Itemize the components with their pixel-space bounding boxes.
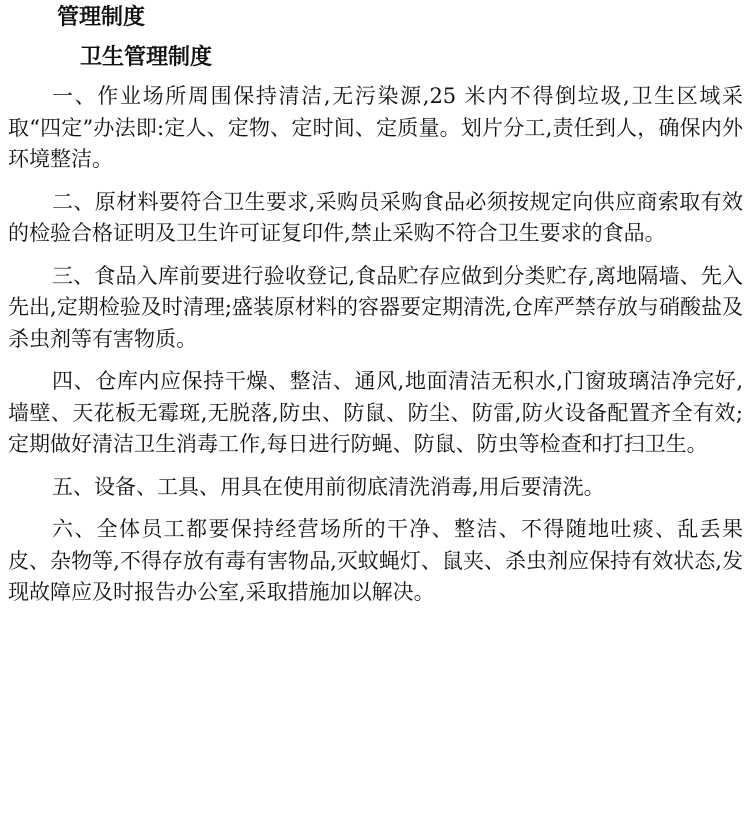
paragraph-2: 二、原材料要符合卫生要求,采购员采购食品必须按规定向供应商索取有效的检验合格证明及卫生许可证复印件,禁止采购不符合卫生要求的食品。	[8, 189, 743, 245]
document-title: 管理制度	[57, 4, 146, 30]
paragraph-5: 五、设备、工具、用具在使用前彻底清洗消毒,用后要清洗。	[52, 474, 605, 499]
paragraph-3: 三、食品入库前要进行验收登记,食品贮存应做到分类贮存,离地隔墙、先入先出,定期检验及时清理;盛装原材料的容器要定期清洗,仓库严禁存放与硝酸盐及杀虫剂等有害物质。	[8, 263, 743, 351]
document-subtitle: 卫生管理制度	[80, 44, 213, 70]
paragraph-6: 六、全体员工都要保持经营场所的干净、整洁、不得随地吐痰、乱丢果皮、杂物等,不得存放有毒有害物品,灭蚊蝇灯、鼠夹、杀虫剂应保持有效状态,发现故障应及时报告办公室,采取措施加以解决。	[8, 517, 743, 604]
paragraph-1: 一、作业场所周围保持清洁,无污染源,25 米内不得倒垃圾,卫生区域采取“四定”办法即:定人、定物、定时间、定质量。划片分工,责任到人，确保内外环境整洁。	[8, 84, 743, 171]
paragraph-4: 四、仓库内应保持干燥、整洁、通风,地面清洁无积水,门窗玻璃洁净完好,墙壁、天花板无霉斑,无脱落,防虫、防鼠、防尘、防雷,防火设备配置齐全有效;定期做好清洁卫生消毒工作,每日进行防蝇、防鼠、防虫等检查和打扫卫生。	[8, 369, 743, 456]
document-body	[8, 81, 743, 620]
